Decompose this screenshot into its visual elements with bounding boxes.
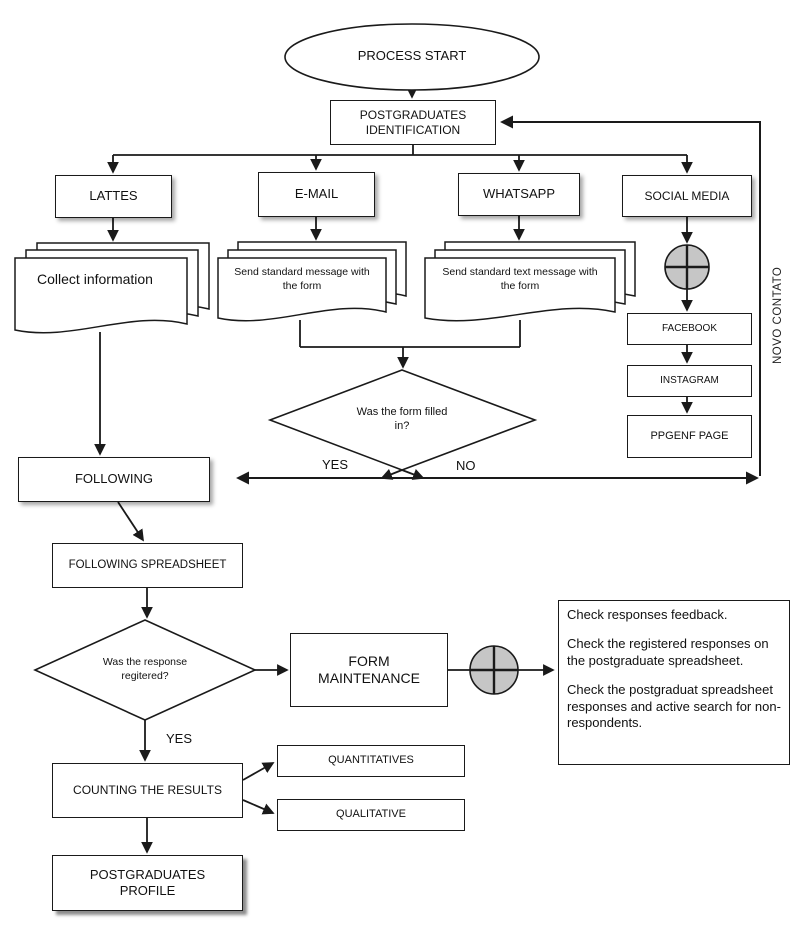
node-form-maintenance: FORM MAINTENANCE bbox=[290, 633, 448, 707]
node-social-media: SOCIAL MEDIA bbox=[622, 175, 752, 217]
node-ppgenf-page: PPGENF PAGE bbox=[627, 415, 752, 458]
collect-information-label: Collect information bbox=[37, 271, 153, 287]
whatsapp-message-label: Send standard text message with the form bbox=[442, 266, 598, 292]
node-instagram: INSTAGRAM bbox=[627, 365, 752, 397]
node-email: E-MAIL bbox=[258, 172, 375, 217]
note-line-1: Check responses feedback. bbox=[567, 607, 728, 622]
node-facebook: FACEBOOK bbox=[627, 313, 752, 345]
node-following-spreadsheet: FOLLOWING SPREADSHEET bbox=[52, 543, 243, 588]
maintenance-notes-box bbox=[558, 600, 790, 765]
node-postgraduates-profile: POSTGRADUATES PROFILE bbox=[52, 855, 243, 911]
note-line-2: Check the registered responses on the postgraduate spreadsheet. bbox=[567, 635, 769, 668]
label-yes-form-filled: YES bbox=[322, 457, 349, 472]
node-quantitatives: QUANTITATIVES bbox=[277, 745, 465, 777]
label-novo-contato: NOVO CONTATO bbox=[772, 266, 784, 365]
node-qualitative: QUALITATIVE bbox=[277, 799, 465, 831]
label-yes-response-registered: YES bbox=[166, 731, 193, 746]
node-lattes: LATTES bbox=[55, 175, 172, 218]
plus-junction-icon-maintenance bbox=[470, 646, 518, 694]
plus-junction-icon-social bbox=[665, 245, 709, 289]
process-start-label: PROCESS START bbox=[357, 48, 467, 63]
email-message-label: Send standard message with the form bbox=[234, 266, 370, 292]
node-counting-the-results: COUNTING THE RESULTS bbox=[52, 763, 243, 818]
node-whatsapp: WHATSAPP bbox=[458, 173, 580, 216]
decision-form-filled-label: Was the form filled in? bbox=[356, 406, 448, 433]
label-no-form-filled: NO bbox=[456, 458, 476, 473]
decision-response-registered-label: Was the response regitered? bbox=[102, 656, 188, 682]
node-postgraduates-identification: POSTGRADUATES IDENTIFICATION bbox=[330, 100, 496, 145]
note-line-3: Check the postgraduat spreadsheet responses and active search for non-respondents. bbox=[567, 681, 781, 731]
node-following: FOLLOWING bbox=[18, 457, 210, 502]
